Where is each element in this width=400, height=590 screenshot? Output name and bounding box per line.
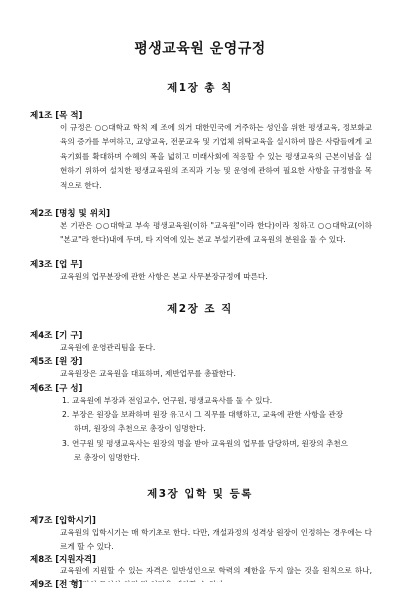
article-6-heading: 제6조 [구 성] [30,384,83,394]
chapter-heading-2: 제2장 조 직 [167,303,233,315]
article-5-heading: 제5조 [원 장] [30,357,83,367]
item-number: 2. [62,410,70,419]
item-text: 연구원 및 평생교육사는 원장의 명을 받아 교육원의 업무를 담당하며, 원장의 추천으 [72,439,348,448]
article-3-heading: 제3조 [업 무] [30,260,83,270]
article-7-text: 교육원의 입학시기는 매 학기초로 한다. 다만, 개설과정의 성격상 원장이 인정하는 경우에는 다르게 할 수 있다. [60,528,372,552]
article-8-text: 교육원에 지원할 수 있는 자격은 일반성인으로 학력의 제한을 두지 않는 것을 원칙으로 하나, [60,566,372,575]
article-6-item-2-continuation: 하며, 원장의 추천으로 총장이 임명한다. [74,424,206,433]
item-text: 교육원에 부장과 전임교수, 연구원, 평생교육사를 둘 수 있다. [72,396,273,405]
article-6-item-3-continuation: 로 총장이 임명한다. [74,453,140,462]
article-7-heading: 제7조 [입학시기] [30,516,96,526]
article-6-item-3 [62,437,374,451]
chapter-heading-1: 제1장 총 칙 [167,82,233,94]
article-9-heading: 제9조 [전 형] [30,580,83,590]
article-4-text: 교육원에 운영관리팀을 둔다. [60,343,156,352]
article-2-text: 본 기관은 ○○대학교 부속 평생교육원(이하 "교육원"이라 한다)이라 칭하고 ○○대학교(이하 "본교"라 한다)내에 두며, 타 지역에 있는 본교 부설기관에 교육원의 분원을 둘 수 있다. [60,221,372,245]
document-title: 평생교육원 운영규정 [134,41,266,57]
article-3-text: 교육원의 업무분장에 관한 사항은 본교 사무분장규정에 따른다. [60,272,268,281]
article-1-text: 이 규정은 ○○대학교 학칙 제 조에 의거 대한민국에 거주하는 성인을 위한 평생교육, 정보화교육의 증가를 부여하고, 교양교육, 전문교육 및 기업체 위탁교육을 실시하여 많은 사람들에게 교육기회를 확대하며 수혜의 폭을 넓히고 미래사회에 적응할 수 있는 평생교육의 근본이념을 실현하기 위하여 설치한 평생교육원의 조직과 기능 및 운영에 관하여 필요한 사항을 규정함을 목적으로 한다. [60,123,372,190]
article-5-text: 교육원장은 교육원을 대표하며, 제반업무를 총괄한다. [60,369,236,378]
article-6-item-1 [62,394,374,408]
item-text: 부장은 원장을 보좌하며 원장 유고시 그 직무를 대행하고, 교육에 관한 사항을 관장 [72,410,344,419]
chapter-heading-3: 제3장 입학 및 등록 [147,488,253,500]
item-number: 3. [62,439,70,448]
article-6-item-2 [62,408,374,422]
item-number: 1. [62,396,70,405]
article-1-heading: 제1조 [목 적] [30,111,83,121]
article-4-heading: 제4조 [기 구] [30,331,83,341]
article-2-heading: 제2조 [명칭 및 위치] [30,209,111,219]
article-8-heading: 제8조 [지원자격] [30,555,96,565]
